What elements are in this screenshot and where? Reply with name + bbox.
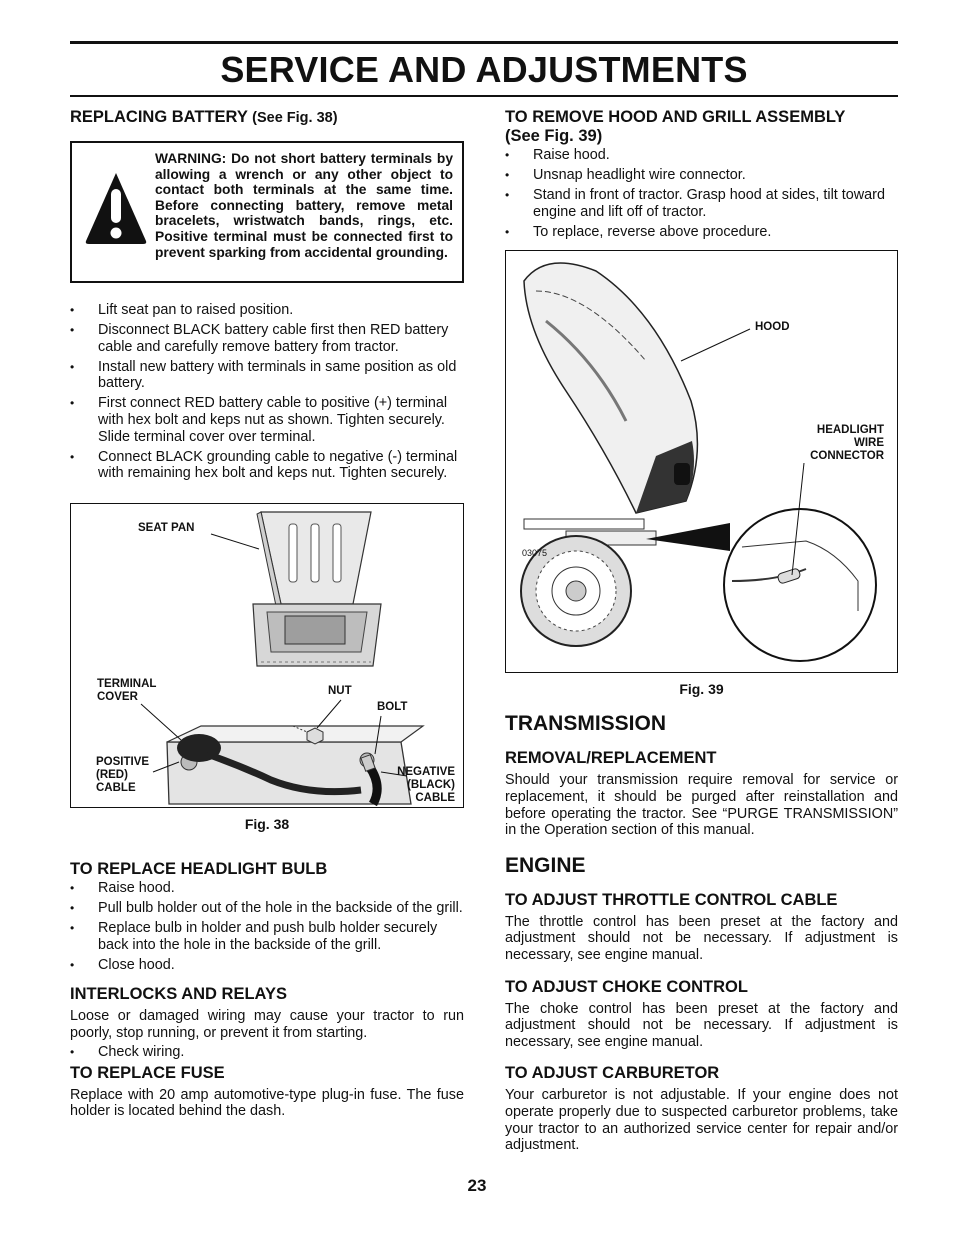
title-underline xyxy=(70,95,898,97)
choke-text: The choke control has been preset at the factory and adjustment should not be necessary. If adjustment is necessary, see engine manual. xyxy=(505,1000,898,1050)
interlocks-text: Loose or damaged wiring may cause your tractor to run poorly, stop running, or prevent it from starting. xyxy=(70,1008,464,1041)
interlocks-heading: INTERLOCKS AND RELAYS xyxy=(70,985,287,1004)
list-item: • Connect BLACK grounding cable to negative (-) terminal with remaining hex bolt and keps nut. Tighten securely. xyxy=(70,449,464,482)
headlight-steps xyxy=(70,880,464,973)
interlocks-steps xyxy=(70,1044,464,1061)
fig-38-caption: Fig. 38 xyxy=(244,815,290,832)
battery-heading-ref: (See Fig. 38) xyxy=(252,110,338,126)
left-column xyxy=(70,108,464,1120)
page-number: 23 xyxy=(467,1176,487,1195)
list-item: • To replace, reverse above procedure. xyxy=(505,224,898,241)
transmission-heading: TRANSMISSION xyxy=(505,712,667,736)
warning-text: WARNING: Do not short battery terminals by allowing a wrench or any other object to contact both terminals at the same time. Before connecting battery, remove metal bracelets, wristwatch bands, rings, etc. Positive terminal must be connected first to prevent sparking from accidental grounding. xyxy=(155,151,453,260)
label-negative-cable: NEGATIVE (BLACK) CABLE xyxy=(397,765,455,804)
warning-triangle-icon xyxy=(84,171,148,245)
right-column xyxy=(505,108,898,1154)
list-item: • First connect RED battery cable to positive (+) terminal with hex bolt and keps nut as shown. Tighten securely. Slide terminal cover over terminal. xyxy=(70,395,464,445)
hood-heading-ref: (See Fig. 39) xyxy=(505,127,603,145)
list-item: • Install new battery with terminals in same position as old battery. xyxy=(70,359,464,392)
list-item: • Check wiring. xyxy=(70,1044,464,1061)
label-nut: NUT xyxy=(328,684,352,697)
hood-heading-text: TO REMOVE HOOD AND GRILL ASSEMBLY xyxy=(505,108,846,126)
throttle-heading: TO ADJUST THROTTLE CONTROL CABLE xyxy=(505,890,838,909)
figure-38 xyxy=(70,503,464,808)
battery-heading xyxy=(70,108,464,128)
carburetor-heading: TO ADJUST CARBURETOR xyxy=(505,1064,720,1083)
list-item: • Replace bulb in holder and push bulb holder securely back into the hole in the backside of the grill. xyxy=(70,920,464,953)
label-positive-cable: POSITIVE (RED) CABLE xyxy=(96,755,150,794)
list-item: • Lift seat pan to raised position. xyxy=(70,302,464,319)
top-rule xyxy=(70,41,898,44)
list-item: • Raise hood. xyxy=(70,880,464,897)
fuse-heading: TO REPLACE FUSE xyxy=(70,1063,225,1082)
label-headlight-connector: HEADLIGHT WIRE CONNECTOR xyxy=(810,424,884,463)
list-item: • Unsnap headlight wire connector. xyxy=(505,167,898,184)
page-title: SERVICE AND ADJUSTMENTS xyxy=(220,49,748,90)
list-item: • Stand in front of tractor. Grasp hood at sides, tilt toward engine and lift off of tractor. xyxy=(505,187,898,220)
label-part-number: 03075 xyxy=(522,548,548,559)
label-seat-pan: SEAT PAN xyxy=(138,521,195,534)
carburetor-text: Your carburetor is not adjustable. If your engine does not operate properly due to suspected carburetor problems, take your tractor to an authorized service center for repair and/or adjustment. xyxy=(505,1087,898,1154)
transmission-text: Should your transmission require removal for service or replacement, it should be purged after reinstallation and before operating the tractor. See “PURGE TRANSMISSION” in the Operation section of this manual. xyxy=(505,772,898,839)
label-bolt: BOLT xyxy=(377,700,408,713)
fig-39-caption: Fig. 39 xyxy=(679,681,724,698)
hood-steps xyxy=(505,147,898,240)
transmission-subheading: REMOVAL/REPLACEMENT xyxy=(505,749,717,768)
engine-heading: ENGINE xyxy=(505,853,586,877)
list-item: • Raise hood. xyxy=(505,147,898,164)
battery-steps xyxy=(70,302,464,482)
battery-heading-text: REPLACING BATTERY xyxy=(70,108,248,126)
throttle-text: The throttle control has been preset at the factory and adjustment should not be necessary. If adjustment is necessary, see engine manual. xyxy=(505,913,898,964)
list-item: • Disconnect BLACK battery cable first then RED battery cable and carefully remove battery from tractor. xyxy=(70,322,464,355)
choke-heading: TO ADJUST CHOKE CONTROL xyxy=(505,977,748,996)
battery-warning-box xyxy=(70,141,464,283)
hood-heading xyxy=(505,108,898,146)
fuse-text: Replace with 20 amp automotive-type plug-in fuse. The fuse holder is located behind the dash. xyxy=(70,1086,464,1120)
headlight-heading: TO REPLACE HEADLIGHT BULB xyxy=(70,859,328,878)
list-item: • Close hood. xyxy=(70,957,464,974)
list-item: • Pull bulb holder out of the hole in the backside of the grill. xyxy=(70,900,464,917)
figure-39 xyxy=(505,250,898,673)
label-hood: HOOD xyxy=(755,321,790,334)
label-terminal-cover: TERMINAL COVER xyxy=(97,677,157,703)
